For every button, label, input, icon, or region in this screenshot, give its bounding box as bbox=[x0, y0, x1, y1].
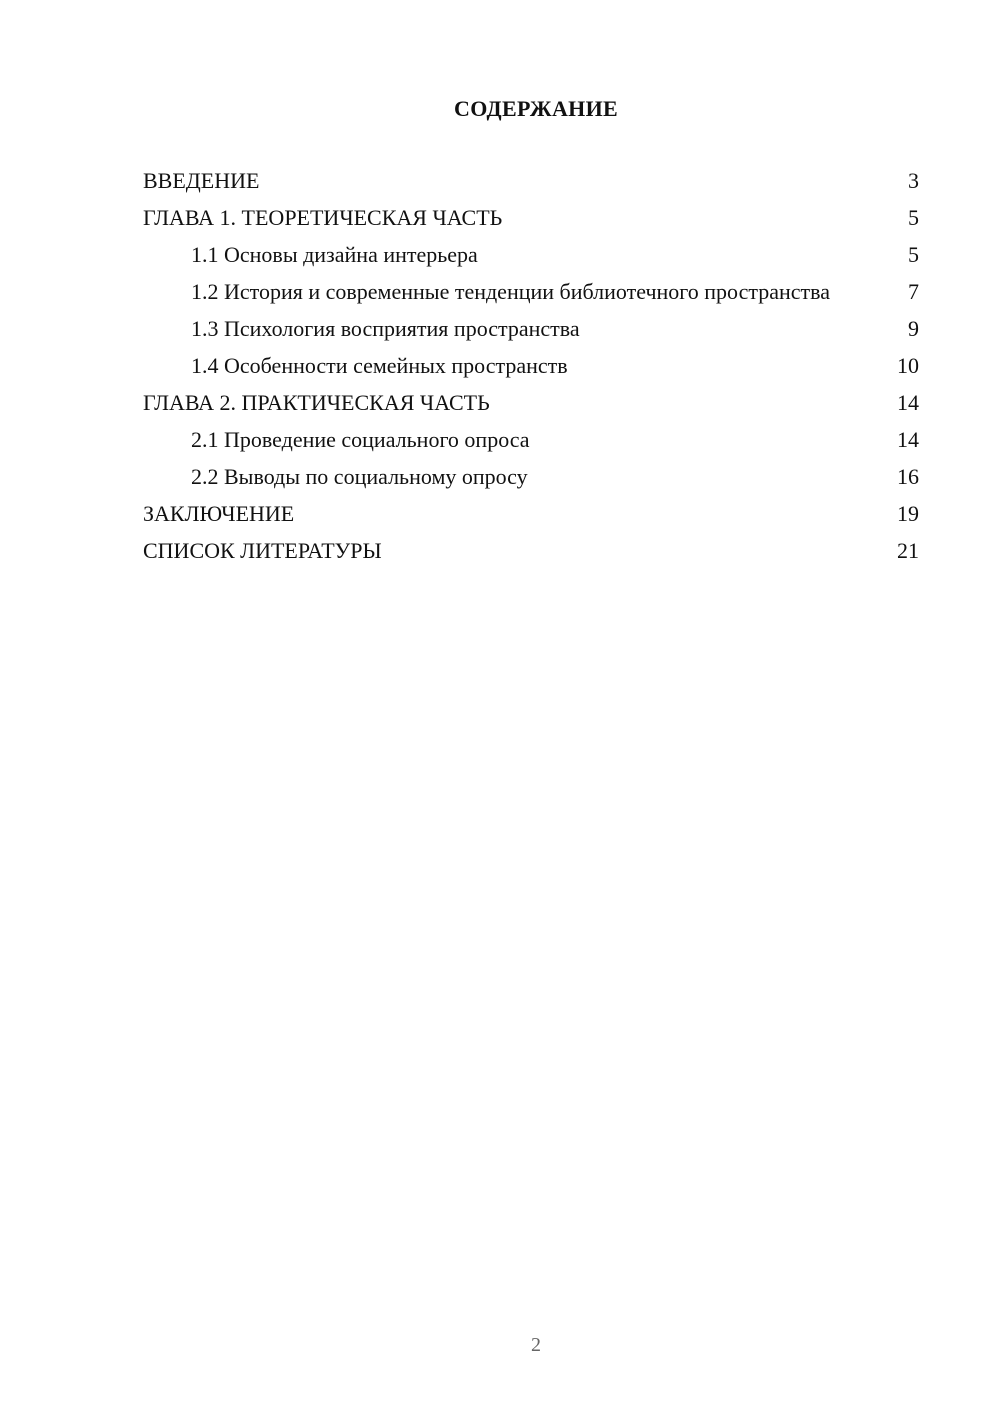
toc-entry-label: СПИСОК ЛИТЕРАТУРЫ bbox=[143, 538, 382, 563]
toc-entry-chapter-2[interactable] bbox=[143, 390, 919, 416]
toc-entry-page: 16 bbox=[897, 464, 919, 489]
toc-entry-label: ГЛАВА 1. ТЕОРЕТИЧЕСКАЯ ЧАСТЬ bbox=[143, 205, 503, 230]
toc-entry-conclusion[interactable] bbox=[143, 501, 919, 527]
toc-entry-label: ВВЕДЕНИЕ bbox=[143, 168, 260, 193]
toc-entry-page: 3 bbox=[908, 168, 919, 193]
toc-entry-introduction[interactable] bbox=[143, 168, 919, 194]
toc-entry-label: 2.2 Выводы по социальному опросу bbox=[191, 464, 528, 489]
toc-entry-section-1-4[interactable] bbox=[143, 353, 919, 379]
toc-entry-label: ГЛАВА 2. ПРАКТИЧЕСКАЯ ЧАСТЬ bbox=[143, 390, 490, 415]
toc-entry-page: 10 bbox=[897, 353, 919, 378]
toc-entry-section-1-2[interactable] bbox=[143, 279, 919, 305]
toc-entry-references[interactable] bbox=[143, 538, 919, 564]
toc-entry-section-1-1[interactable] bbox=[143, 242, 919, 268]
table-of-contents bbox=[143, 168, 919, 575]
toc-entry-section-2-1[interactable] bbox=[143, 427, 919, 453]
toc-entry-label: 1.1 Основы дизайна интерьера bbox=[191, 242, 478, 267]
toc-entry-page: 19 bbox=[897, 501, 919, 526]
page-title: СОДЕРЖАНИЕ bbox=[454, 96, 618, 121]
toc-entry-label: 1.2 История и современные тенденции библиотечного пространства bbox=[191, 279, 831, 304]
toc-entry-section-1-3[interactable] bbox=[143, 316, 919, 342]
toc-entry-label: 2.1 Проведение социального опроса bbox=[191, 427, 530, 452]
toc-entry-chapter-1[interactable] bbox=[143, 205, 919, 231]
toc-entry-page: 7 bbox=[908, 279, 919, 304]
toc-entry-label: 1.4 Особенности семейных пространств bbox=[191, 353, 568, 378]
toc-entry-page: 14 bbox=[897, 390, 919, 415]
toc-entry-page: 9 bbox=[908, 316, 919, 341]
toc-entry-page: 5 bbox=[908, 205, 919, 230]
toc-entry-label: ЗАКЛЮЧЕНИЕ bbox=[143, 501, 295, 526]
toc-entry-page: 21 bbox=[897, 538, 919, 563]
toc-entry-page: 14 bbox=[897, 427, 919, 452]
page-number: 2 bbox=[531, 1334, 541, 1356]
toc-entry-page: 5 bbox=[908, 242, 919, 267]
toc-entry-section-2-2[interactable] bbox=[143, 464, 919, 490]
toc-entry-label: 1.3 Психология восприятия пространства bbox=[191, 316, 580, 341]
